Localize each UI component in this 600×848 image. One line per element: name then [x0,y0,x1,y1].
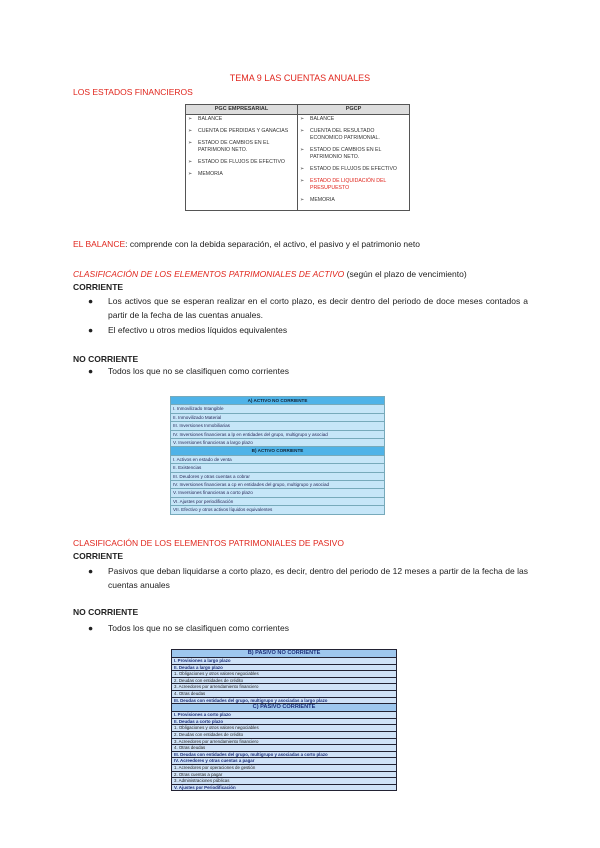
pgc-list-item: ➢ ESTADO DE CAMBIOS EN EL PATRIMONIO NETO. [300,147,382,160]
balance-text: : comprende con la debida separación, el activo, el pasivo y el patrimonio neto [125,239,420,249]
table-row: VII. Efectivo y otros activos líquidos equivalentes [171,506,385,514]
pgc-header-left: PGC EMPRESARIAL [186,105,298,115]
table-row: III. Deudores y otras cuentas a cobrar [171,472,385,480]
pgc-list-item: ➢ CUENTA DEL RESULTADO ECONOMICO PATRIMONIAL. [300,128,380,141]
bullet-icon: ● [88,366,94,376]
arrow-bullet-icon: ➢ [188,116,193,122]
arrow-bullet-icon: ➢ [188,171,193,177]
table-row: II. Existencias [171,464,385,472]
pgc-list-item: ➢ CUENTA DE PERDIDAS Y GANACIAS [188,128,289,134]
activo-corriente-label: CORRIENTE [73,282,124,292]
table-row: III. Deudas con entidades del grupo, multigrupo y asociadas a corto plazo [172,751,397,758]
bullet-icon: ● [88,325,94,335]
table-row: V. Inversiones financieras a largo plazo [171,439,385,447]
table-row: II. Deudas a largo plazo [172,664,397,671]
table-row: 3. Acreedores por arrendamiento financiero [172,684,397,691]
table-row: 2. Otras cuentas a pagar [172,771,397,778]
table-row: I. Provisiones a largo plazo [172,658,397,665]
arrow-bullet-icon: ➢ [300,128,305,134]
document-title: TEMA 9 LAS CUENTAS ANUALES [229,73,371,83]
table-row: 1. Acreedores por operaciones de gestión [172,764,397,771]
pgc-list-item: ➢ MEMORIA [300,197,335,203]
table-row: III. Deudas con entidades del grupo, multigrupo y asociadas a largo plazo [172,697,397,704]
balance-label: EL BALANCE [73,239,126,249]
pasivo-no-corriente-label: NO CORRIENTE [73,607,139,617]
list-item: ● Los activos que se esperan realizar en el corto plazo, es decir dentro del periodo de doce meses contados a partir de la fecha de las cuentas anuales. [88,296,528,320]
pgc-list-item: ➢ BALANCE [300,116,335,122]
arrow-bullet-icon: ➢ [188,140,193,146]
activo-heading-text: CLASIFICACIÓN DE LOS ELEMENTOS PATRIMONIALES DE ACTIVO [73,269,345,279]
activo-no-corriente-label: NO CORRIENTE [73,354,139,364]
pgc-list-item: ➢ ESTADO DE FLUJOS DE EFECTIVO [188,159,285,165]
table-row: I. Activos en estado de venta [171,455,385,463]
list-item: ● Todos los que no se clasifiquen como corrientes [88,623,289,633]
activo-heading [73,268,467,280]
pasivo-corriente-label: CORRIENTE [73,551,124,561]
table-row: 1. Obligaciones y otros valores negociables [172,671,397,678]
table-row: IV. Inversiones financieras a lp en entidades del grupo, multigrupo y asociad [171,430,385,438]
table-row: V. Inversiones financieras a corto plazo [171,489,385,497]
arrow-bullet-icon: ➢ [188,128,193,134]
pgc-list-item: ➢ ESTADO DE CAMBIOS EN EL PATRIMONIO NETO. [188,140,270,153]
table-row: I. Provisiones a corto plazo [172,712,397,719]
table-row: VI. Ajustes por periodificación [171,497,385,505]
list-item: ● Todos los que no se clasifiquen como corrientes [88,366,289,376]
table-row: IV. Inversiones financieras a cp en entidades del grupo, multigrupo y asociad [171,481,385,489]
activo-heading-note: (según el plazo de vencimiento) [344,269,467,279]
arrow-bullet-icon: ➢ [188,159,193,165]
arrow-bullet-icon: ➢ [300,166,305,172]
arrow-bullet-icon: ➢ [300,116,305,122]
pgc-list-item: ➢ ESTADO DE LIQUIDACIÓN DEL PRESUPUESTO [300,178,387,191]
balance-definition [73,238,420,250]
table-row: IV. Acreedores y otras cuentas a pagar [172,758,397,765]
table-row: II. Deudas a corto plazo [172,718,397,725]
arrow-bullet-icon: ➢ [300,178,305,184]
table-row: 3. Acreedores por arrendamiento financiero [172,738,397,745]
activo-table [170,396,385,515]
table-row: I. Inmovilizado Intangible [171,405,385,413]
arrow-bullet-icon: ➢ [300,147,305,153]
pasivo-table [171,649,397,791]
table-row: V. Ajustes por Periodificación [172,784,397,791]
bullet-icon: ● [88,623,94,633]
arrow-bullet-icon: ➢ [300,197,305,203]
pasivo-corriente-header: C) PASIVO CORRIENTE [172,704,397,712]
table-row: 2. Deudas con entidades de crédito [172,731,397,738]
list-item: ● El efectivo u otros medios líquidos equivalentes [88,325,288,335]
pgc-header-right: PGCP [298,105,410,115]
pgc-left-column [186,115,298,211]
table-row: 4. Otras deudas [172,745,397,752]
pgc-list-item: ➢ ESTADO DE FLUJOS DE EFECTIVO [300,166,397,172]
table-row: II. Inmovilizado Material [171,413,385,421]
section-subtitle: LOS ESTADOS FINANCIEROS [73,87,193,97]
pgc-right-column [298,115,410,211]
activo-no-corriente-header: A) ACTIVO NO CORRIENTE [171,397,385,405]
table-row: III. Inversiones Inmobiliarias [171,422,385,430]
pgc-list-item: ➢ BALANCE [188,116,223,122]
bullet-icon: ● [88,296,94,306]
table-row: 1. Obligaciones y otros valores negociables [172,725,397,732]
pgc-comparison-table [185,104,410,211]
pasivo-no-corriente-header: B) PASIVO NO CORRIENTE [172,650,397,658]
activo-corriente-header: B) ACTIVO CORRIENTE [171,447,385,455]
pgc-list-item: ➢ MEMORIA [188,171,223,177]
table-row: 2. Deudas con entidades de crédito [172,677,397,684]
pasivo-heading: CLASIFICACIÓN DE LOS ELEMENTOS PATRIMONIALES DE PASIVO [73,538,344,548]
table-row: 3. Administraciones públicas [172,778,397,785]
bullet-icon: ● [88,566,94,576]
list-item: ● Pasivos que deban liquidarse a corto plazo, es decir, dentro del periodo de 12 meses a partir de la fecha de las cuentas anuales [88,566,528,590]
table-row: 4. Otras deudas [172,690,397,697]
